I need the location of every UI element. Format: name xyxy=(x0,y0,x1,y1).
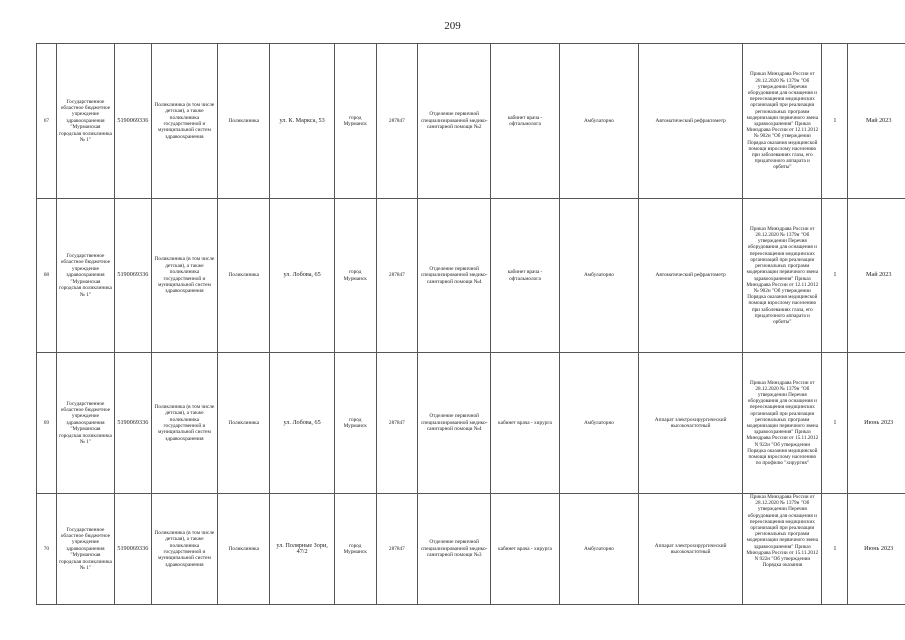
table-body xyxy=(37,44,905,605)
facility-type: Поликлиника xyxy=(218,494,270,605)
equipment-name: Автоматический рефрактометр xyxy=(639,44,743,199)
address: ул. Лобова, 65 xyxy=(270,199,335,353)
facility-profile: Поликлиника (в том числе детская), а также поликлиника государственной и муниципальной систем здравоохранения xyxy=(151,44,218,199)
table-row xyxy=(37,199,905,353)
delivery-date: Май 2023 xyxy=(848,44,905,199)
quantity: 1 xyxy=(822,44,848,199)
facility-type: Поликлиника xyxy=(218,353,270,494)
legal-basis: Приказ Минздрава России от 28.12.2020 № 1379н "Об утверждении Перечня оборудования для оснащения и переоснащения медицинских организаций при реализации региональных программ модернизации первичного звена здравоохранения" Приказ Минздрава России от 15.11.2012 N 922н "Об утверждении Порядка оказания медицинской помощи взрослому населению по профилю "хирургия" xyxy=(743,353,822,494)
oktmo: 287847 xyxy=(376,44,418,199)
legal-basis: Приказ Минздрава России от 28.12.2020 № 1379н "Об утверждении Перечня оборудования для оснащения и переоснащения медицинских организаций при реализации региональных программ модернизации первичного звена здравоохранения" Приказ Минздрава России от 12.11.2012 № 902н "Об утверждении Порядка оказания медицинской помощи взрослому населению при заболеваниях глаза, его придаточного аппарата и орбиты" xyxy=(743,44,822,199)
oktmo: 287847 xyxy=(376,494,418,605)
quantity: 1 xyxy=(822,353,848,494)
room: кабинет врача - хирурга xyxy=(491,353,560,494)
oktmo: 287847 xyxy=(376,353,418,494)
table-row xyxy=(37,353,905,494)
care-conditions: Амбулаторно xyxy=(559,353,638,494)
city: город Мурманск xyxy=(334,44,376,199)
inn: 5190069336 xyxy=(115,494,151,605)
address: ул. Полярные Зори, 47/2 xyxy=(270,494,335,605)
inn: 5190069336 xyxy=(115,353,151,494)
organization-name: Государственное областное бюджетное учреждение здравоохранения "Мурманская городская поликлиника № 1" xyxy=(56,494,114,605)
delivery-date: Июнь 2023 xyxy=(848,353,905,494)
table-row xyxy=(37,44,905,199)
department: Отделение первичной специализированной медико-санитарной помощи №4 xyxy=(418,199,491,353)
quantity: 1 xyxy=(822,494,848,605)
facility-profile: Поликлиника (в том числе детская), а также поликлиника государственной и муниципальной систем здравоохранения xyxy=(151,494,218,605)
inn: 5190069336 xyxy=(115,199,151,353)
room: кабинет врача - офтальмолога xyxy=(491,44,560,199)
delivery-date: Июнь 2023 xyxy=(848,494,905,605)
row-number: 68 xyxy=(37,199,57,353)
address: ул. Лобова, 65 xyxy=(270,353,335,494)
oktmo: 287847 xyxy=(376,199,418,353)
equipment-name: Аппарат электрохирургический высокочастотный xyxy=(639,494,743,605)
department: Отделение первичной специализированной медико-санитарной помощи №4 xyxy=(418,353,491,494)
care-conditions: Амбулаторно xyxy=(559,494,638,605)
care-conditions: Амбулаторно xyxy=(559,44,638,199)
organization-name: Государственное областное бюджетное учреждение здравоохранения "Мурманская городская поликлиника № 1" xyxy=(56,199,114,353)
room: кабинет врача - хирурга xyxy=(491,494,560,605)
facility-type: Поликлиника xyxy=(218,199,270,353)
city: город Мурманск xyxy=(334,199,376,353)
facility-profile: Поликлиника (в том числе детская), а также поликлиника государственной и муниципальной систем здравоохранения xyxy=(151,199,218,353)
legal-basis: Приказ Минздрава России от 28.12.2020 № 1379н "Об утверждении Перечня оборудования для оснащения и переоснащения медицинских организаций при реализации региональных программ модернизации первичного звена здравоохранения" Приказ Минздрава России от 12.11.2012 № 902н "Об утверждении Порядка оказания медицинской помощи взрослому населению при заболеваниях глаза, его придаточного аппарата и орбиты" xyxy=(743,199,822,353)
room: кабинет врача - офтальмолога xyxy=(491,199,560,353)
delivery-date: Май 2023 xyxy=(848,199,905,353)
page-number: 209 xyxy=(444,20,461,32)
equipment-name: Автоматический рефрактометр xyxy=(639,199,743,353)
organization-name: Государственное областное бюджетное учреждение здравоохранения "Мурманская городская поликлиника № 1" xyxy=(56,44,114,199)
row-number: 70 xyxy=(37,494,57,605)
facility-type: Поликлиника xyxy=(218,44,270,199)
city: город Мурманск xyxy=(334,353,376,494)
row-number: 69 xyxy=(37,353,57,494)
quantity: 1 xyxy=(822,199,848,353)
care-conditions: Амбулаторно xyxy=(559,199,638,353)
legal-basis: Приказ Минздрава России от 28.12.2020 № 1379н "Об утверждении Перечня оборудования для оснащения и переоснащения медицинских организаций при реализации региональных программ модернизации первичного звена здравоохранения" Приказ Минздрава России от 15.11.2012 N 922н "Об утверждении Порядка оказания xyxy=(743,494,822,605)
city: город Мурманск xyxy=(334,494,376,605)
organization-name: Государственное областное бюджетное учреждение здравоохранения "Мурманская городская поликлиника № 1" xyxy=(56,353,114,494)
equipment-name: Аппарат электрохирургический высокочастотный xyxy=(639,353,743,494)
address: ул. К. Маркса, 53 xyxy=(270,44,335,199)
department: Отделение первичной специализированной медико-санитарной помощи №2 xyxy=(418,44,491,199)
facility-profile: Поликлиника (в том числе детская), а также поликлиника государственной и муниципальной систем здравоохранения xyxy=(151,353,218,494)
department: Отделение первичной специализированной медико-санитарной помощи №3 xyxy=(418,494,491,605)
equipment-table xyxy=(36,43,905,605)
table-row xyxy=(37,494,905,605)
inn: 5190069336 xyxy=(115,44,151,199)
row-number: 67 xyxy=(37,44,57,199)
